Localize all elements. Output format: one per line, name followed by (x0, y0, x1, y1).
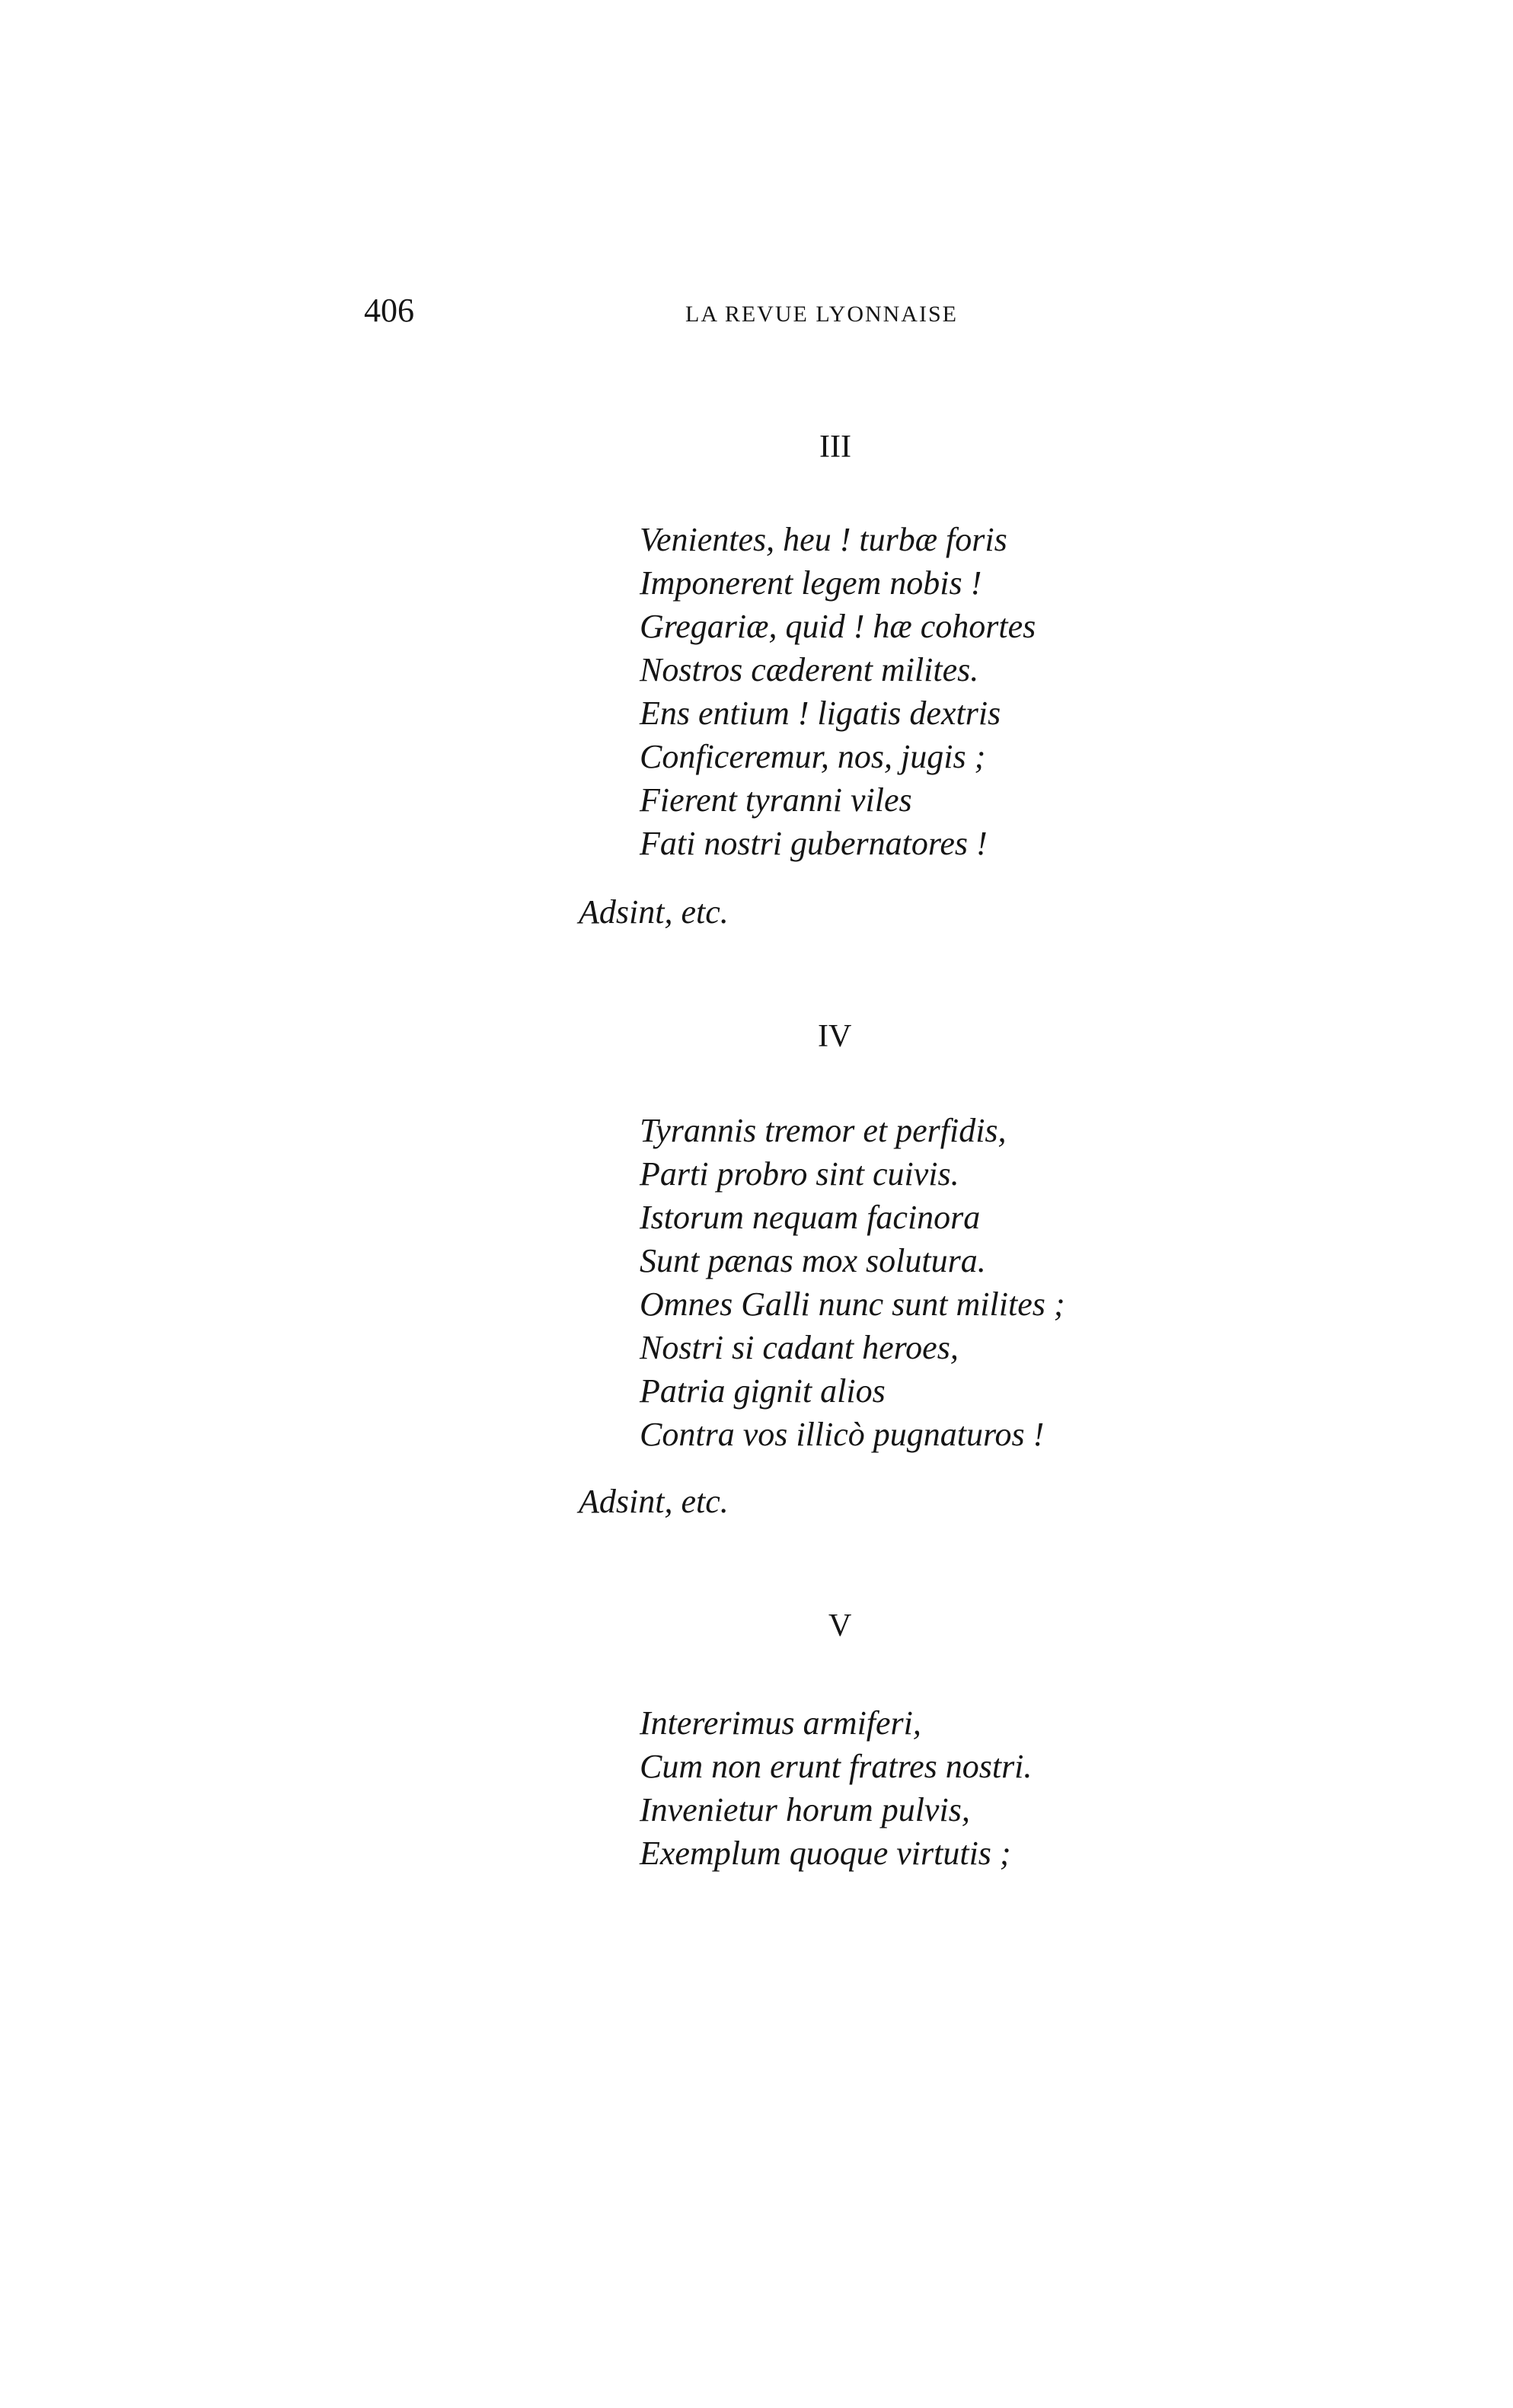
section-numeral-v: V (828, 1608, 852, 1643)
stanza-iv (640, 1109, 1065, 1456)
verse-line: Nostri si cadant heroes, (640, 1329, 959, 1366)
verse-line: Venientes, heu ! turbæ foris (640, 521, 1007, 558)
section-numeral-iv: IV (818, 1019, 852, 1054)
verse-line: Istorum nequam facinora (640, 1199, 981, 1236)
verse-line: Ens entium ! ligatis dextris (640, 695, 1001, 732)
verse-line: Parti probro sint cuivis. (640, 1155, 959, 1193)
section-numeral-iii: III (819, 430, 851, 465)
verse-line: Tyrannis tremor et perfidis, (640, 1112, 1007, 1149)
verse-line: Intererimus armiferi, (640, 1704, 921, 1742)
verse-line: Contra vos illicò pugnaturos ! (640, 1416, 1045, 1453)
verse-line: Sunt pænas mox solutura. (640, 1242, 986, 1279)
verse-line: Omnes Galli nunc sunt milites ; (640, 1285, 1065, 1323)
verse-line: Patria gignit alios (640, 1372, 886, 1410)
verse-line: Imponerent legem nobis ! (640, 564, 982, 602)
verse-line: Nostros cæderent milites. (640, 651, 979, 688)
verse-line: Cum non erunt fratres nostri. (640, 1748, 1033, 1785)
verse-line: Gregariæ, quid ! hæ cohortes (640, 608, 1036, 645)
refrain: Adsint, etc. (579, 1483, 729, 1520)
stanza-v (640, 1701, 1032, 1875)
page-number: 406 (364, 292, 414, 329)
verse-line: Exemplum quoque virtutis ; (640, 1835, 1011, 1872)
verse-line: Fati nostri gubernatores ! (640, 825, 988, 862)
running-head: LA REVUE LYONNAISE (685, 302, 958, 327)
verse-line: Invenietur horum pulvis, (640, 1791, 970, 1828)
stanza-iii (640, 518, 1036, 865)
verse-line: Conficeremur, nos, jugis ; (640, 738, 986, 775)
verse-line: Fierent tyranni viles (640, 781, 912, 819)
refrain: Adsint, etc. (579, 893, 729, 931)
